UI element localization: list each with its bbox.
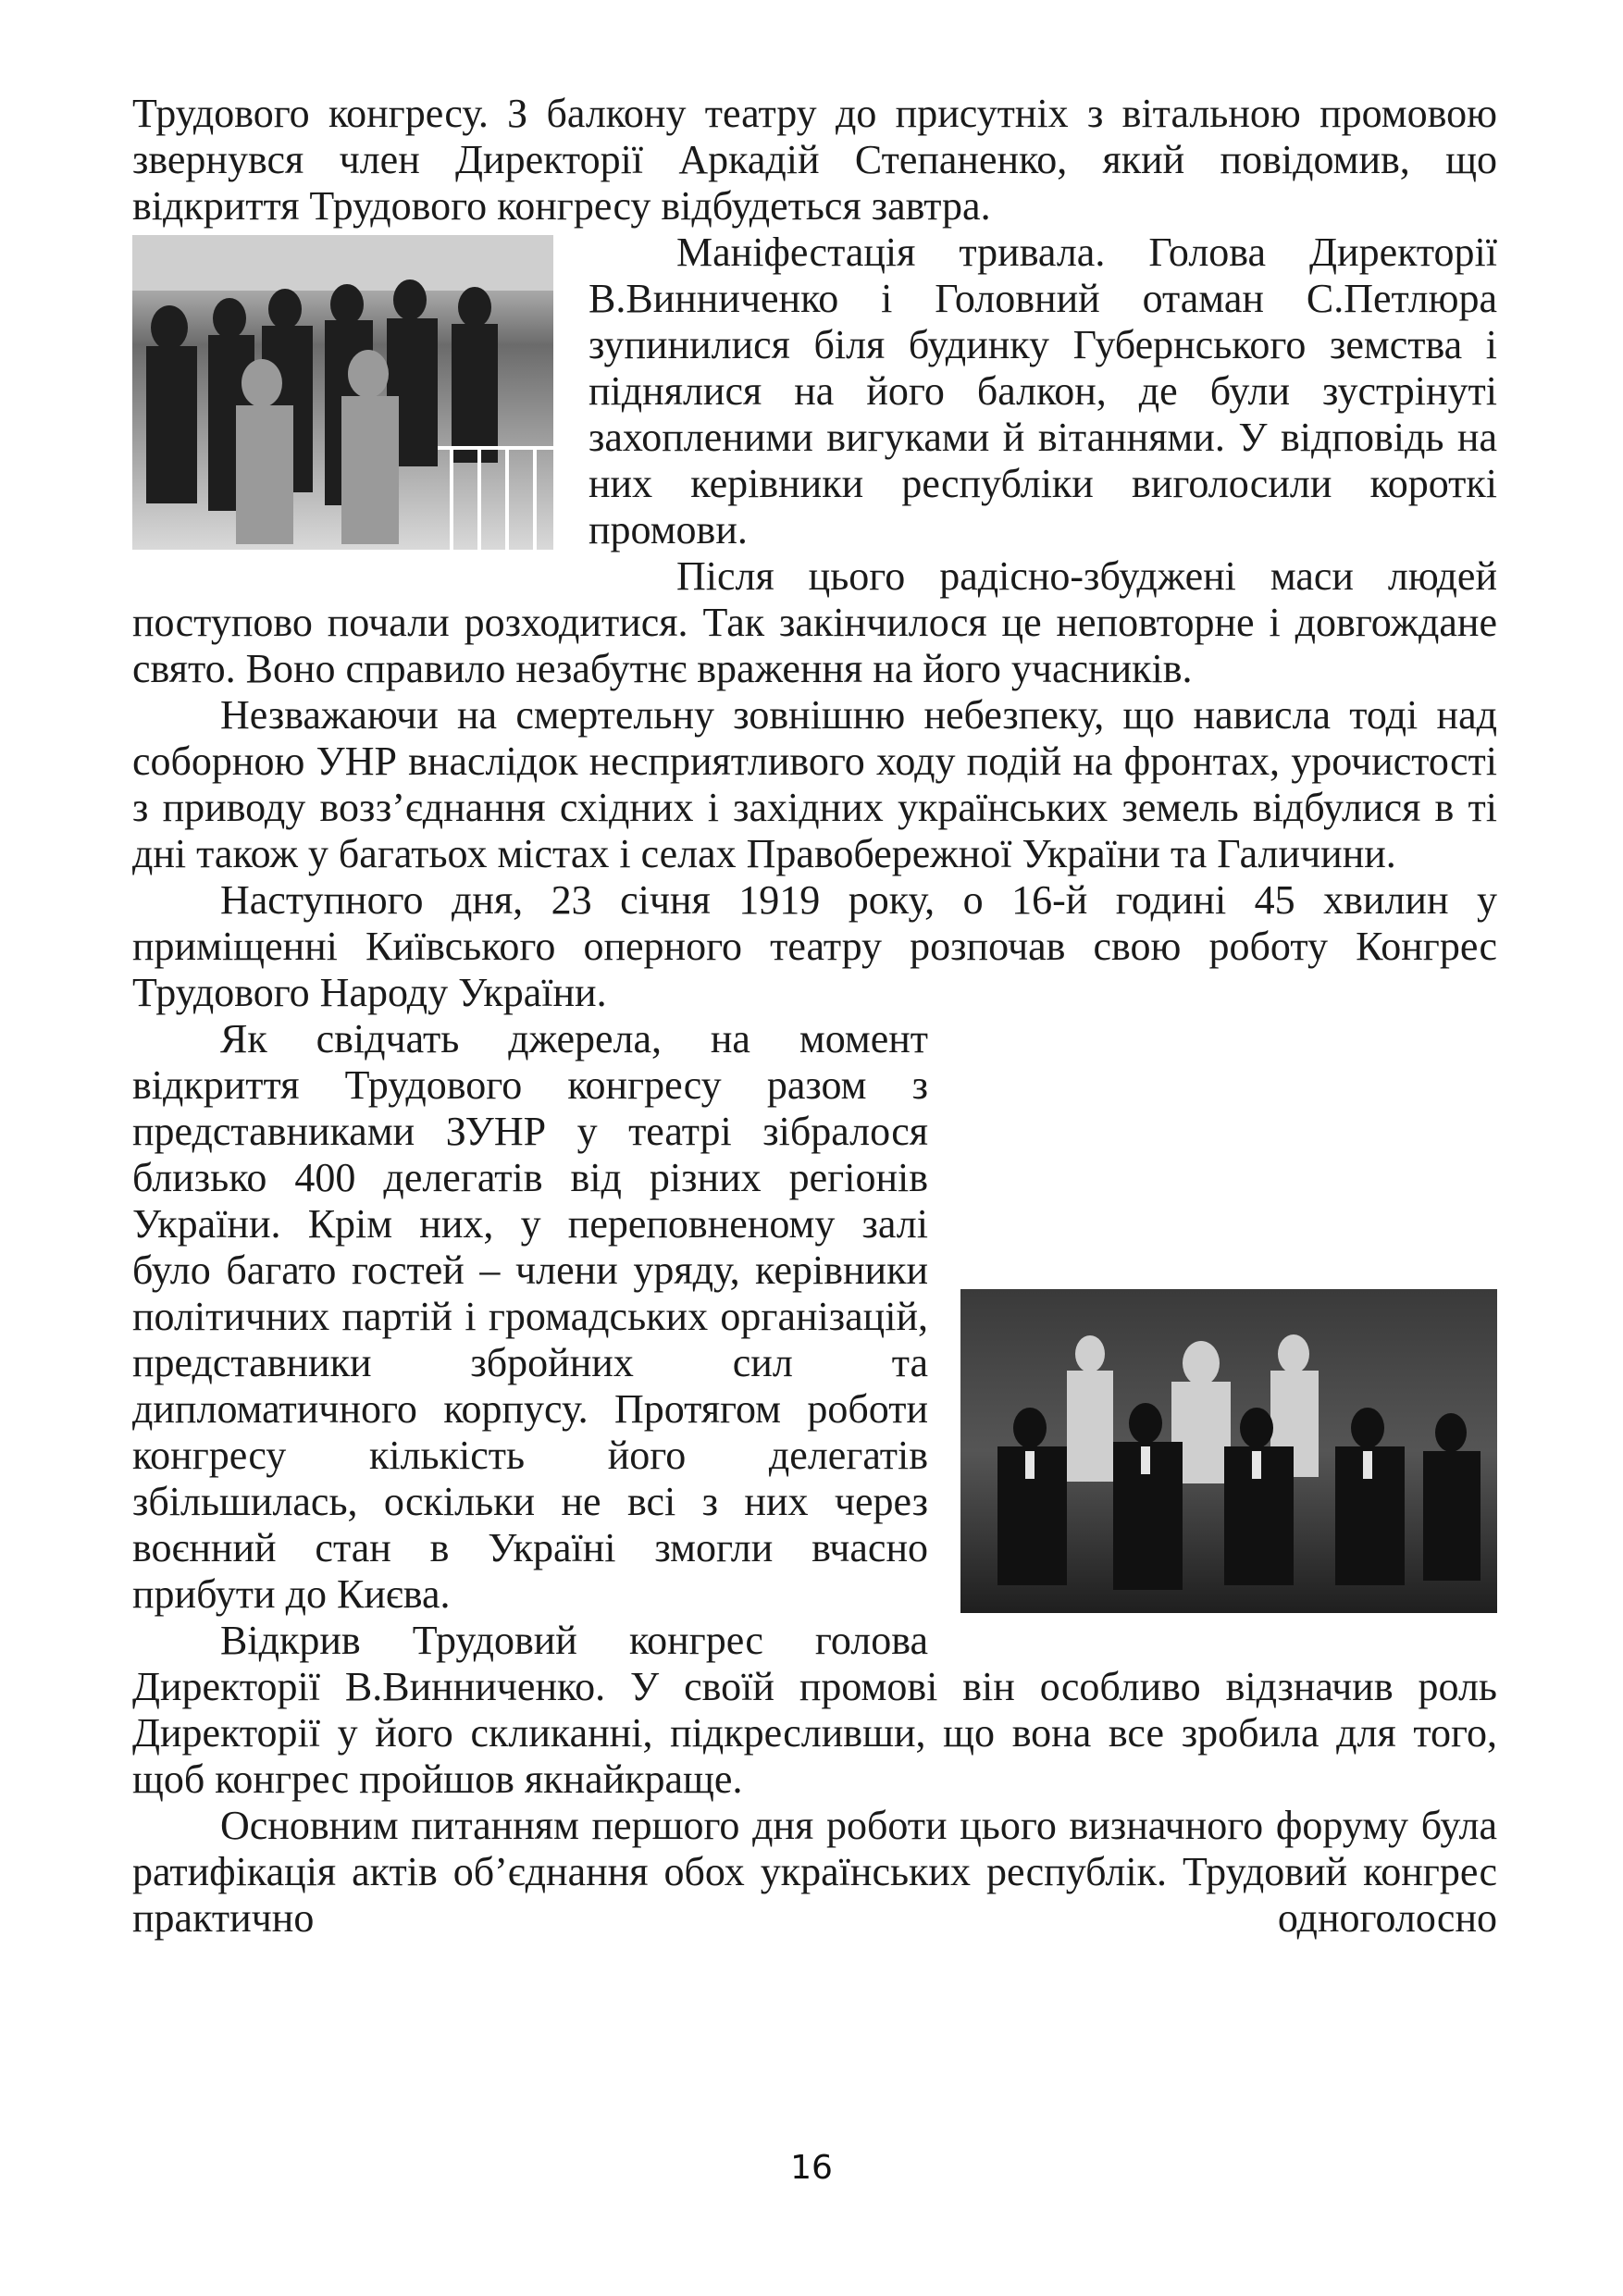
paragraph: Як свідчать джерела, на момент відкриття Трудового конгресу разом з представниками ЗУНР у театрі зібралося близько 400 делегатів від різних регіонів України. Крім них, у переповненому залі було багато гостей – члени уряду, керівники політичних партій і громадських організацій, представники збройних сил та дипломатичного корпусу. Протягом роботи конгресу кількість його делегатів збільшилась, оскільки не всі з них через воєнний стан в Україні змогли вчасно прибути до Києва. (132, 1016, 928, 1617)
paragraph: Після цього радісно-збуджені маси людей поступово почали розходитися. Так закінчилося це неповторне і довгождане свято. Воно справило незабутнє враження на його учасників. (132, 553, 1497, 691)
page-number: 16 (790, 2149, 833, 2187)
photo-image (960, 1289, 1497, 1613)
paragraph: Основним питанням першого дня роботи цього визначного форуму була ратифікація актів об’єднання обох українських республік. Трудовий конгрес практично одноголосно (132, 1803, 1497, 1941)
paragraph: Трудового конгресу. З балкону театру до присутніх з вітальною промовою звернувся член Директорії Аркадій Степаненко, який повідомив, що відкриття Трудового конгресу відбудеться завтра. (132, 91, 1497, 229)
paragraph: Маніфестація тривала. Голова Директорії В.Винниченко і Головний отаман С.Петлюра зупинилися біля будинку Губернського земства і піднялися на його балкон, де були зустрінуті захопленими вигуками й вітаннями. У відповідь на них керівники республіки виголосили короткі промови. (588, 230, 1497, 552)
historical-photo-directorate-members (960, 1289, 1497, 1613)
photo-image (132, 235, 553, 550)
paragraph: Відкрив Трудовий конгрес голова Директорії В.Винниченко. У своїй промові він особливо відзначив роль Директорії у його скликанні, підкресливши, що вона все зробила для того, щоб конгрес пройшов якнайкраще. (132, 1618, 1497, 1802)
paragraph: Наступного дня, 23 січня 1919 року, о 16-й годині 45 хвилин у приміщенні Київського оперного театру розпочав свою роботу Конгрес Трудового Народу України. (132, 877, 1497, 1015)
body-text (132, 91, 1497, 1942)
paragraph: Незважаючи на смертельну зовнішню небезпеку, що нависла тоді над соборною УНР внаслідок несприятливого ходу подій на фронтах, урочистості з приводу возз’єднання східних і західних українських земель відбулися в ті дні також у багатьох містах і селах Правобережної України та Галичини. (132, 692, 1497, 876)
historical-photo-balcony-group (132, 235, 553, 550)
